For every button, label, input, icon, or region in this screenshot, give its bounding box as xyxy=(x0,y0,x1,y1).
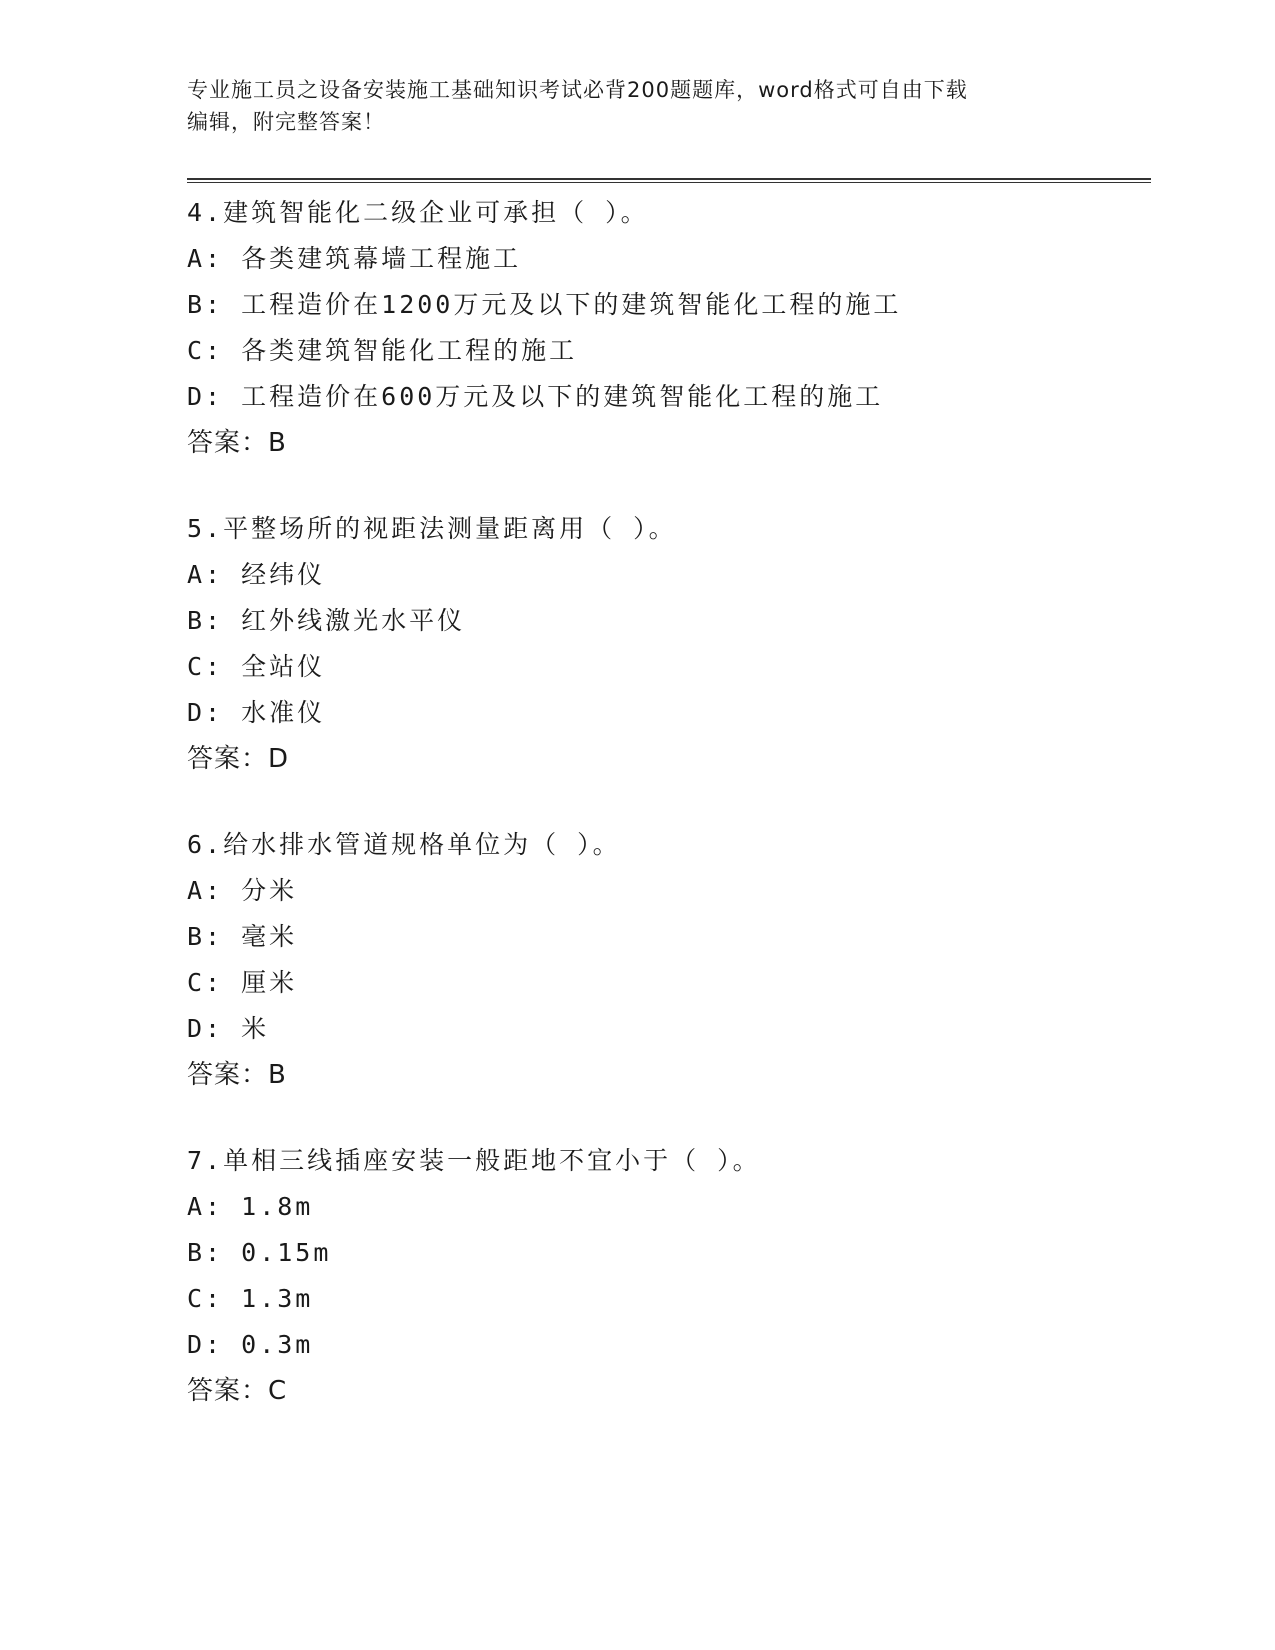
question-stem: 6.给水排水管道规格单位为（ ）。 xyxy=(187,830,621,859)
question-stem: 5.平整场所的视距法测量距离用（ ）。 xyxy=(187,514,677,543)
option-c: C: 厘米 xyxy=(187,968,298,997)
question-4 xyxy=(187,190,1147,466)
header-divider-thick xyxy=(187,178,1151,180)
option-a: A: 1.8m xyxy=(187,1192,314,1221)
option-a: A: 各类建筑幕墙工程施工 xyxy=(187,244,522,273)
option-c: C: 1.3m xyxy=(187,1284,314,1313)
answer-line: 答案：D xyxy=(187,744,290,774)
option-d: D: 米 xyxy=(187,1014,270,1043)
question-list xyxy=(187,190,1147,1454)
question-7 xyxy=(187,1138,1147,1414)
header-line-2: 编辑，附完整答案！ xyxy=(187,110,385,134)
question-stem: 7.单相三线插座安装一般距地不宜小于（ ）。 xyxy=(187,1146,761,1175)
question-6 xyxy=(187,822,1147,1098)
document-header xyxy=(187,74,1087,138)
answer-line: 答案：B xyxy=(187,428,287,458)
option-c: C: 各类建筑智能化工程的施工 xyxy=(187,336,578,365)
option-b: B: 毫米 xyxy=(187,922,298,951)
option-d: D: 水准仪 xyxy=(187,698,326,727)
question-5 xyxy=(187,506,1147,782)
header-line-1: 专业施工员之设备安装施工基础知识考试必背200题题库，word格式可自由下载 xyxy=(187,78,968,102)
option-d: D: 0.3m xyxy=(187,1330,314,1359)
option-a: A: 分米 xyxy=(187,876,298,905)
answer-line: 答案：B xyxy=(187,1060,287,1090)
option-d: D: 工程造价在600万元及以下的建筑智能化工程的施工 xyxy=(187,382,884,411)
header-divider-thin xyxy=(187,182,1151,183)
option-a: A: 经纬仪 xyxy=(187,560,326,589)
option-c: C: 全站仪 xyxy=(187,652,326,681)
question-stem: 4.建筑智能化二级企业可承担（ ）。 xyxy=(187,198,649,227)
answer-line: 答案：C xyxy=(187,1376,288,1406)
option-b: B: 0.15m xyxy=(187,1238,332,1267)
option-b: B: 工程造价在1200万元及以下的建筑智能化工程的施工 xyxy=(187,290,902,319)
option-b: B: 红外线激光水平仪 xyxy=(187,606,466,635)
